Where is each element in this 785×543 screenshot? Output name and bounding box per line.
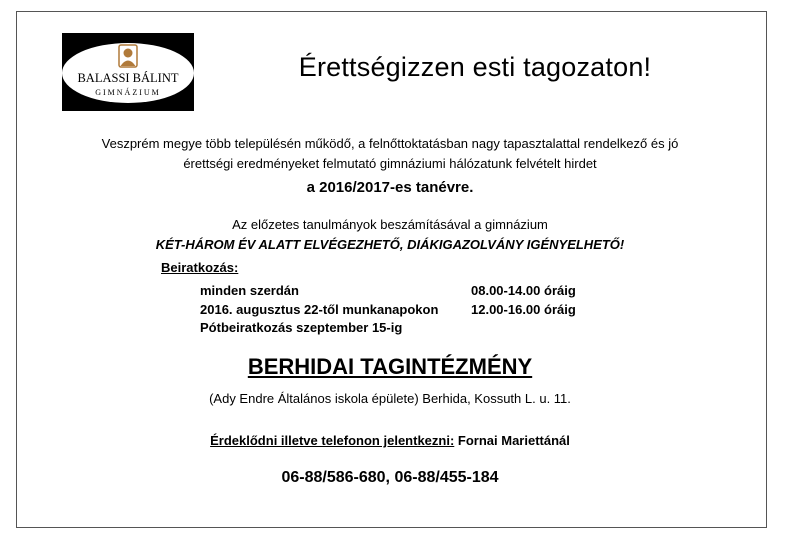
enrollment-row [200,283,576,298]
contact-line [60,433,720,448]
enrollment-time: 08.00-14.00 óráig [471,283,576,298]
contact-person: Fornai Mariettánál [457,433,570,448]
intro-line-1: Veszprém megye több településén működő, a felnőttoktatásban nagy tapasztalattal rendelkező és jó [101,136,679,151]
enrollment-row [200,302,576,317]
contact-label: Érdeklődni illetve telefonon jelentkezni: [210,433,455,448]
school-year: a 2016/2017-es tanévre. [306,179,474,196]
intro-line-2: érettségi eredményeket felmutató gimnáziumi hálózatunk felvételt hirdet [183,156,597,171]
enrollment-day: Pótbeiratkozás szeptember 15-ig [200,320,403,335]
branch-title: BERHIDAI TAGINTÉZMÉNY [247,354,533,379]
headline: Érettségizzen esti tagozaton! [298,52,652,82]
enrollment-day: minden szerdán [200,283,299,298]
highlight-line: KÉT-HÁROM ÉV ALATT ELVÉGEZHETŐ, DIÁKIGAZOLVÁNY IGÉNYELHETŐ! [155,237,625,252]
enrollment-row [200,320,402,335]
enrollment-time: 12.00-16.00 óráig [471,302,576,317]
phone-numbers: 06-88/586-680, 06-88/455-184 [281,469,499,486]
logo-name: BALASSI BÁLINT [77,71,179,85]
address: (Ady Endre Általános iskola épülete) Berhida, Kossuth L. u. 11. [209,391,571,406]
credit-line: Az előzetes tanulmányok beszámításával a gimnázium [232,217,548,232]
school-logo [62,33,194,111]
logo-sub: GIMNÁZIUM [95,88,161,97]
enrollment-label: Beiratkozás: [161,260,239,275]
enrollment-day: 2016. augusztus 22-től munkanapokon [200,302,439,317]
